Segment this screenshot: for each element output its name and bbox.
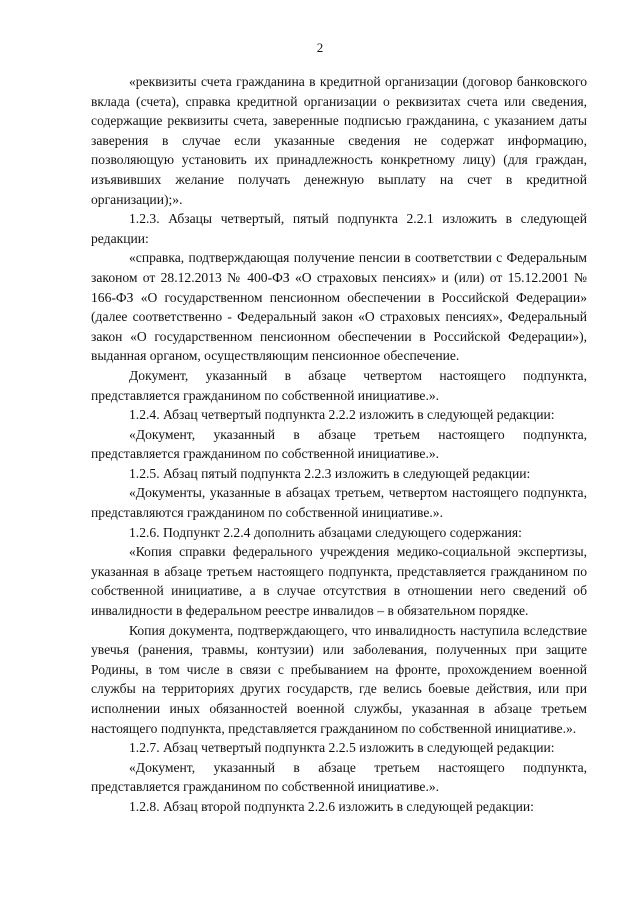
paragraph: Копия документа, подтверждающего, что инвалидность наступила вследствие увечья (ранения, травмы, контузии) или заболевания, полученных при защите Родины, в том числе в связи с пребыванием на фронте, прохождением военной службы на территориях других государств, где велись боевые действия, или при исполнении иных обязанностей военной службы, указанная в абзаце третьем настоящего подпункта, представляется гражданином по собственной инициативе.».: [91, 622, 587, 736]
paragraph: «Документы, указанные в абзацах третьем, четвертом настоящего подпункта, представляются гражданином по собственной инициативе.».: [91, 485, 587, 521]
paragraph: 1.2.6. Подпункт 2.2.4 дополнить абзацами следующего содержания:: [129, 524, 522, 540]
paragraph: 1.2.7. Абзац четвертый подпункта 2.2.5 изложить в следующей редакции:: [129, 740, 555, 756]
page-number: 2: [316, 40, 324, 55]
paragraph: 1.2.4. Абзац четвертый подпункта 2.2.2 изложить в следующей редакции:: [129, 407, 555, 423]
paragraph: «Документ, указанный в абзаце третьем настоящего подпункта, представляется гражданином по собственной инициативе.».: [91, 426, 587, 462]
document-body: [91, 72, 587, 817]
paragraph: «справка, подтверждающая получение пенсии в соответствии с Федеральным законом от 28.12.2013 № 400-ФЗ «О страховых пенсиях» и (или) от 15.12.2001 № 166-ФЗ «О государственном пенсионном обеспечении в Российской Федерации» (далее соответственно - Федеральный закон «О страховых пенсиях», Федеральный закон «О государственном пенсионном обеспечении в Российской Федерации»), выданная органом, осуществляющим пенсионное обеспечение.: [91, 250, 587, 364]
paragraph: «Документ, указанный в абзаце третьем настоящего подпункта, представляется гражданином по собственной инициативе.».: [91, 759, 587, 795]
paragraph: «реквизиты счета гражданина в кредитной организации (договор банковского вклада (счета), справка кредитной организации о реквизитах счета или сведения, содержащие реквизиты счета, заверенные подписью гражданина, с указанием даты заверения в случае если указанные сведения не содержат информацию, позволяющую установить их принадлежность конкретному лицу) (для граждан, изъявивших желание получать денежную выплату на счет в кредитной организации);».: [91, 74, 587, 207]
paragraph: 1.2.5. Абзац пятый подпункта 2.2.3 изложить в следующей редакции:: [129, 465, 531, 481]
paragraph: 1.2.8. Абзац второй подпункта 2.2.6 изложить в следующей редакции:: [129, 798, 534, 814]
paragraph: Документ, указанный в абзаце четвертом настоящего подпункта, представляется гражданином по собственной инициативе.».: [91, 367, 587, 403]
paragraph: 1.2.3. Абзацы четвертый, пятый подпункта 2.2.1 изложить в следующей редакции:: [91, 211, 587, 246]
paragraph: «Копия справки федерального учреждения медико-социальной экспертизы, указанная в абзаце третьем настоящего подпункта, представляется гражданином по собственной инициативе, а в случае отсутствия в отношении него сведений об инвалидности в федеральном реестре инвалидов – в обязательном порядке.: [91, 544, 587, 619]
